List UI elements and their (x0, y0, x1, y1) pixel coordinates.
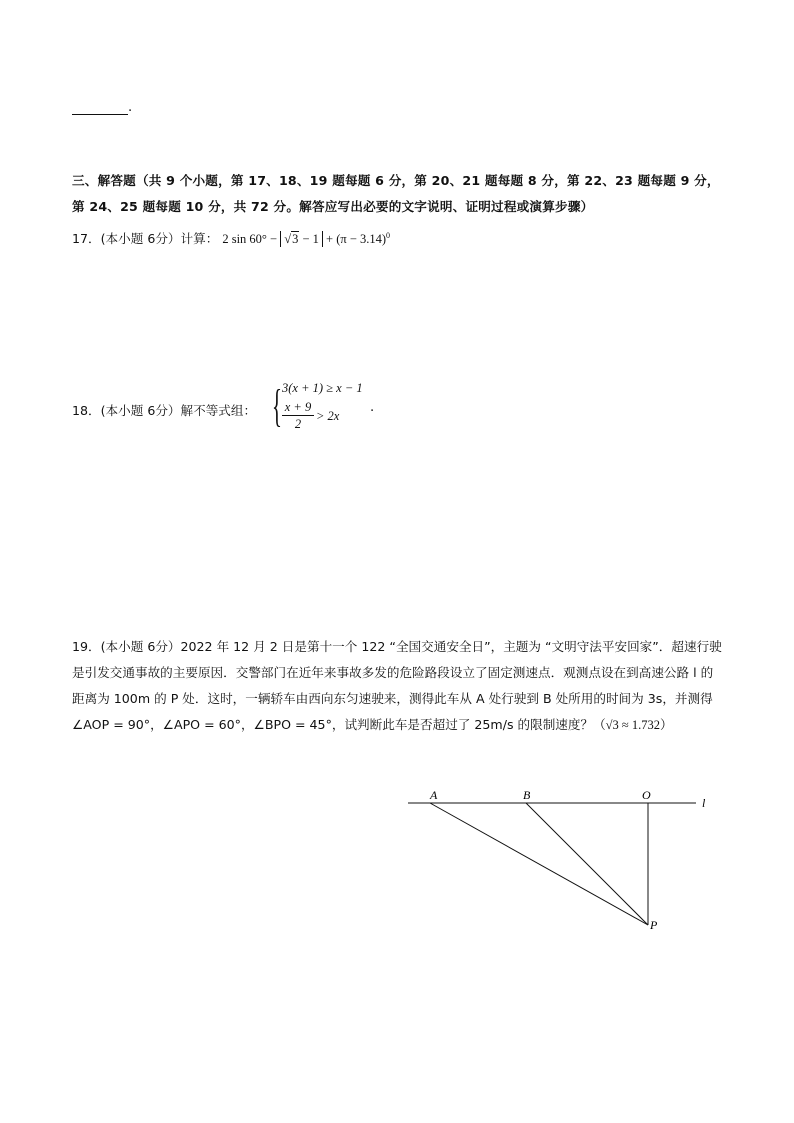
blank-underline (72, 102, 128, 115)
q17-label: 17．(本小题 6分）计算： (72, 231, 219, 246)
section-heading: 三、解答题（共 9 个小题，第 17、18、19 题每题 6 分，第 20、21 题每题 8 分，第 22、23 题每题 9 分，第 24、25 题每题 10 分，共 72 分。解答应写出必要的文字说明、证明过程或演算步骤） (72, 173, 720, 214)
answer-blank (72, 100, 132, 115)
label-B: B (523, 788, 531, 802)
question-18-label: 18．(本小题 6分）解不等式组： (72, 403, 257, 418)
q17-absolute-value: √3 − 1 (280, 231, 323, 247)
inequality-2-rhs: > 2x (316, 409, 340, 423)
q17-paren-term: (π − 3.14) (336, 232, 387, 246)
label-l: l (702, 796, 706, 810)
q17-expression (222, 232, 390, 246)
road-geometry-figure (400, 780, 720, 950)
q19-approx-note: √3 ≈ 1.732 (605, 718, 661, 732)
blank-period: . (128, 100, 133, 115)
label-O: O (642, 788, 651, 802)
q17-exponent: 0 (386, 230, 391, 240)
label-P: P (650, 918, 658, 932)
q19-text: 19．(本小题 6分）2022 年 12 月 2 日是第十一个 122 “全国交通安全日”，主题为 “文明守法平安回家”．超速行驶是引发交通事故的主要原因．交警部门在近年来事故多发的危险路段设立了固定测速点．观测点设在到高速公路 l 的距离为 100m 的 P 处．这时，一辆轿车由西向东匀速驶来，测得此车从 A 处行驶到 B 处所用的时间为 3s，并测得 ∠AOP = 90°，∠APO = 60°，∠BPO = 45°，试判断此车是否超过了 25m/s 的限制速度？（ (72, 639, 722, 732)
q17-minus-one: − 1 (299, 232, 319, 246)
left-brace: { (272, 380, 282, 431)
label-A: A (430, 788, 438, 802)
fraction (282, 400, 314, 432)
question-17 (72, 228, 390, 247)
segment-AP (430, 803, 648, 925)
question-19 (72, 634, 724, 738)
q19-close: ） (660, 717, 673, 732)
q17-sqrt-arg: 3 (292, 232, 299, 246)
q17-term-sin: 2 sin 60° − (222, 232, 278, 246)
inequality-1: 3(x + 1) ≥ x − 1 (282, 381, 363, 395)
fraction-denominator: 2 (294, 417, 302, 431)
q17-plus: + (322, 232, 337, 246)
segment-BP (526, 803, 648, 925)
q18-period: . (370, 400, 375, 415)
fraction-numerator: x + 9 (282, 400, 314, 416)
